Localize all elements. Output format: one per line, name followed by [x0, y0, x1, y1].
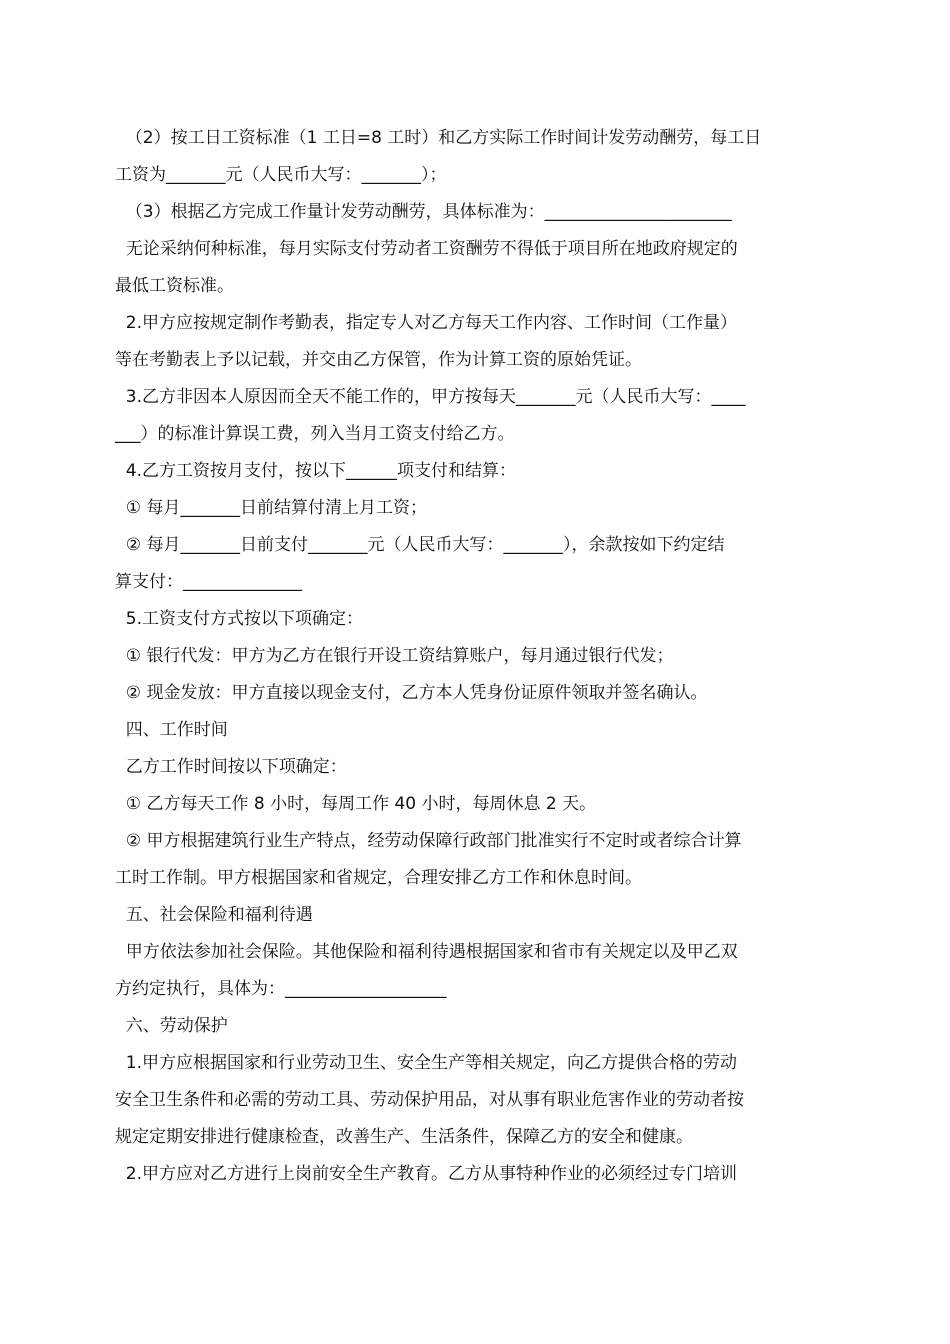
text-line: （3）根据乙方完成工作量计发劳动酬劳，具体标准为：______________________ [115, 202, 732, 222]
text-line: 1.甲方应根据国家和行业劳动卫生、安全生产等相关规定，向乙方提供合格的劳动 [115, 1053, 738, 1073]
document-body [115, 120, 840, 1193]
section-heading: 五、社会保险和福利待遇 [115, 905, 313, 925]
text-line: 工资为_______元（人民币大写：_______）； [115, 165, 447, 185]
text-line: 方约定执行，具体为：___________________ [115, 979, 447, 999]
text-line: 甲方依法参加社会保险。其他保险和福利待遇根据国家和省市有关规定以及甲乙双 [115, 942, 738, 962]
text-line: 算支付：______________ [115, 572, 302, 592]
text-line: 等在考勤表上予以记载，并交由乙方保管，作为计算工资的原始凭证。 [115, 350, 642, 370]
text-line: 规定定期安排进行健康检查，改善生产、生活条件，保障乙方的安全和健康。 [115, 1127, 693, 1147]
text-line: ② 甲方根据建筑行业生产特点，经劳动保障行政部门批准实行不定时或者综合计算 [115, 831, 742, 851]
text-line: 2.甲方应对乙方进行上岗前安全生产教育。乙方从事特种作业的必须经过专门培训 [115, 1164, 738, 1184]
text-line: ② 现金发放：甲方直接以现金支付，乙方本人凭身份证原件领取并签名确认。 [115, 683, 708, 703]
text-line: ① 每月_______日前结算付清上月工资； [115, 498, 427, 518]
text-line: ① 乙方每天工作 8 小时，每周工作 40 小时，每周休息 2 天。 [115, 794, 597, 814]
text-line: 无论采纳何种标准，每月实际支付劳动者工资酬劳不得低于项目所在地政府规定的 [115, 239, 738, 259]
text-line: 最低工资标准。 [115, 276, 234, 296]
text-line: ① 银行代发：甲方为乙方在银行开设工资结算账户，每月通过银行代发； [115, 646, 674, 666]
text-line: ___）的标准计算误工费，列入当月工资支付给乙方。 [115, 424, 515, 444]
text-line: 5.工资支付方式按以下项确定： [115, 609, 364, 629]
text-line: 3.乙方非因本人原因而全天不能工作的，甲方按每天_______元（人民币大写：____ [115, 387, 746, 407]
text-line: ② 每月_______日前支付_______元（人民币大写：_______），余款按如下约定结 [115, 535, 725, 555]
text-line: （2）按工日工资标准（1 工日=8 工时）和乙方实际工作时间计发劳动酬劳，每工日 [115, 128, 762, 148]
text-line: 工时工作制。甲方根据国家和省规定，合理安排乙方工作和休息时间。 [115, 868, 642, 888]
text-line: 安全卫生条件和必需的劳动工具、劳动保护用品，对从事有职业危害作业的劳动者按 [115, 1090, 744, 1110]
section-heading: 四、工作时间 [115, 720, 228, 740]
text-line: 2.甲方应按规定制作考勤表，指定专人对乙方每天工作内容、工作时间（工作量） [115, 313, 738, 333]
section-heading: 六、劳动保护 [115, 1016, 228, 1036]
text-line: 4.乙方工资按月支付，按以下______项支付和结算： [115, 461, 517, 481]
text-line: 乙方工作时间按以下项确定： [115, 757, 347, 777]
